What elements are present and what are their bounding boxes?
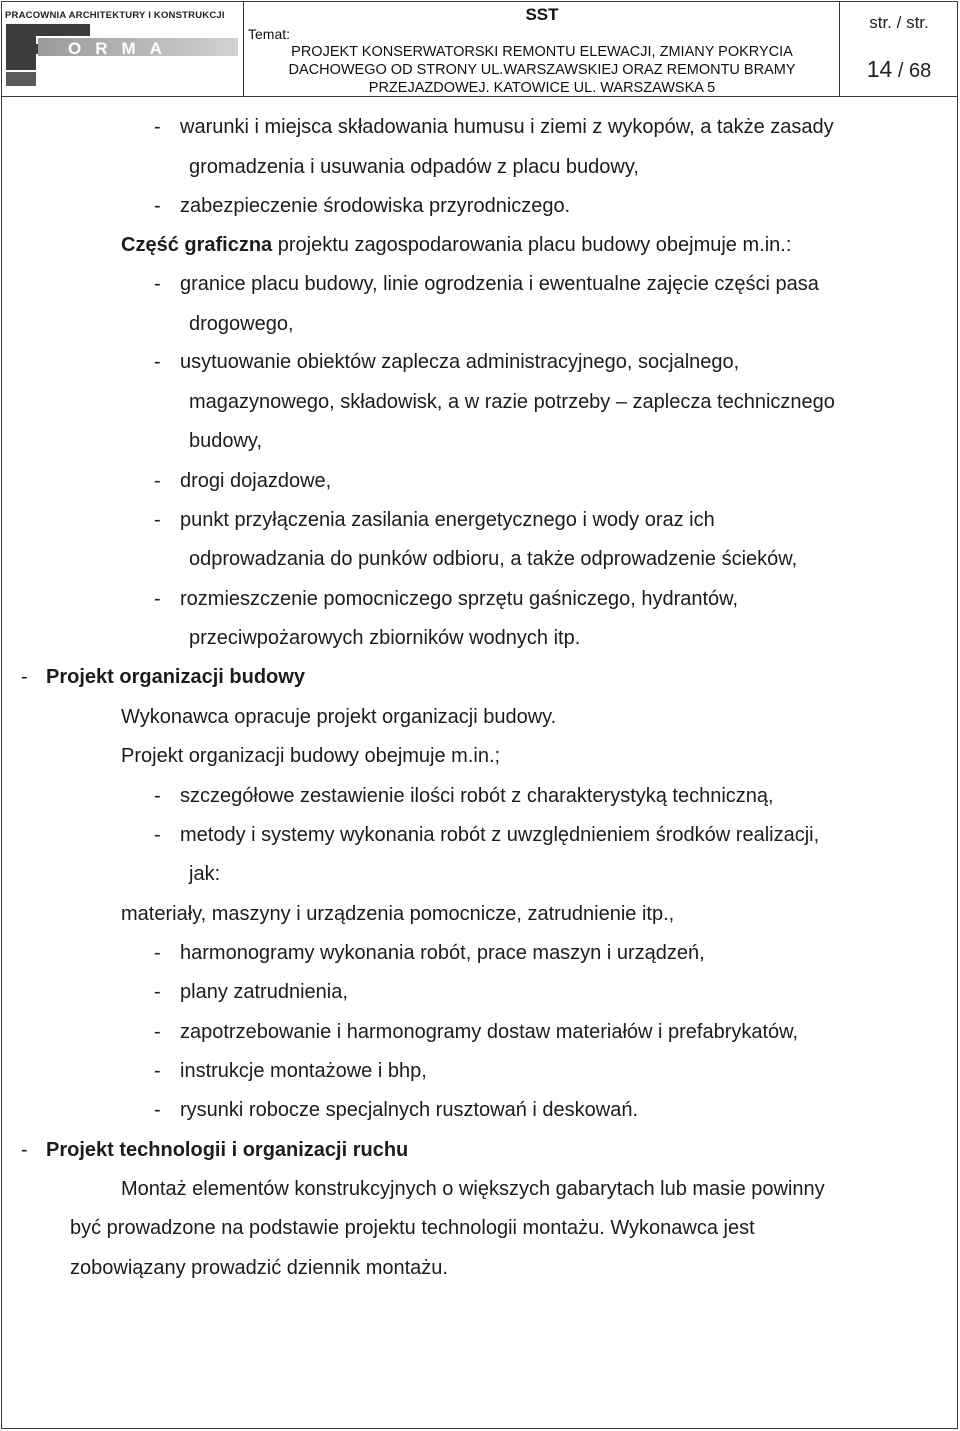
list-dash: - [154,785,161,807]
list-dash: - [154,195,161,217]
list-dash: - [154,588,161,610]
paragraph [121,233,791,257]
list-item: granice placu budowy, linie ogrodzenia i ewentualne zajęcie części pasa [180,273,819,295]
list-dash: - [154,1099,161,1121]
list-dash: - [154,942,161,964]
list-item: warunki i miejsca składowania humusu i ziemi z wykopów, a także zasady [180,116,834,138]
list-dash: - [154,1060,161,1082]
list-item: zapotrzebowanie i harmonogramy dostaw materiałów i prefabrykatów, [180,1021,799,1043]
list-item: usytuowanie obiektów zaplecza administracyjnego, socjalnego, [180,351,740,373]
topic-line: PRZEJAZDOWEJ. KATOWICE UL. WARSZAWSKA 5 [368,80,716,96]
list-dash: - [154,824,161,846]
paragraph: Wykonawca opracuje projekt organizacji budowy. [121,706,557,728]
paragraph: Montaż elementów konstrukcyjnych o większych gabarytach lub masie powinny [121,1178,825,1200]
list-item: szczegółowe zestawienie ilości robót z charakterystyką techniczną, [180,785,774,807]
list-item-continuation: jak: [189,863,221,885]
list-dash: - [154,116,161,138]
list-item: rysunki robocze specjalnych rusztowań i deskowań. [180,1099,638,1121]
paragraph-continuation: zobowiązany prowadzić dziennik montażu. [70,1257,448,1279]
list-item: instrukcje montażowe i bhp, [180,1060,427,1082]
list-item: harmonogramy wykonania robót, prace maszyn i urządzeń, [180,942,705,964]
bold-term: Część graficzna [121,234,273,256]
section-dash: - [21,1139,28,1161]
paragraph-text: projektu zagospodarowania placu budowy obejmuje m.in.: [272,234,792,256]
list-dash: - [154,351,161,373]
list-dash: - [154,1021,161,1043]
title-cell [244,1,840,97]
list-item-continuation: odprowadzania do punków odbioru, a także odprowadzenie ścieków, [189,548,798,570]
list-item-continuation: magazynowego, składowisk, a w razie potrzeby – zaplecza technicznego [189,391,835,413]
topic-text [244,43,840,97]
list-item: drogi dojazdowe, [180,470,332,492]
list-item-continuation: gromadzenia i usuwania odpadów z placu budowy, [189,156,639,178]
document-header [1,1,958,97]
page-total: 68 [909,60,932,82]
page-number-cell [840,1,958,97]
list-item: rozmieszczenie pomocniczego sprzętu gaśniczego, hydrantów, [180,588,739,610]
list-item: plany zatrudnienia, [180,981,348,1003]
page-separator: / [897,60,904,82]
section-dash: - [21,666,28,688]
list-dash: - [154,470,161,492]
list-item-continuation: drogowego, [189,313,294,335]
page-label: str. / str. [869,13,929,32]
topic-line: DACHOWEGO OD STRONY UL.WARSZAWSKIEJ ORAZ REMONTU BRAMY [288,62,796,78]
company-name: PRACOWNIA ARCHITEKTURY I KONSTRUKCJI [5,10,225,21]
list-item-continuation: przeciwpożarowych zbiorników wodnych itp. [189,627,581,649]
paragraph: materiały, maszyny i urządzenia pomocnicze, zatrudnienie itp., [121,903,675,925]
list-item: punkt przyłączenia zasilania energetycznego i wody oraz ich [180,509,715,531]
forma-logo [4,22,240,92]
paragraph-continuation: być prowadzone na podstawie projektu technologii montażu. Wykonawca jest [70,1217,755,1239]
paragraph: Projekt organizacji budowy obejmuje m.in.; [121,745,501,767]
list-dash: - [154,273,161,295]
document-code: SST [525,5,559,24]
page-current: 14 [866,56,893,82]
list-item: metody i systemy wykonania robót z uwzględnieniem środków realizacji, [180,824,820,846]
logo-cell [1,1,244,97]
svg-text:ORMA: ORMA [68,39,176,58]
list-dash: - [154,981,161,1003]
section-heading: Projekt technologii i organizacji ruchu [46,1139,409,1161]
list-dash: - [154,509,161,531]
section-heading: Projekt organizacji budowy [46,666,305,688]
topic-label: Temat: [248,26,291,42]
topic-line: PROJEKT KONSERWATORSKI REMONTU ELEWACJI, ZMIANY POKRYCIA [291,44,793,60]
page-number [840,56,958,83]
list-item: zabezpieczenie środowiska przyrodniczego. [180,195,571,217]
list-item-continuation: budowy, [189,430,263,452]
